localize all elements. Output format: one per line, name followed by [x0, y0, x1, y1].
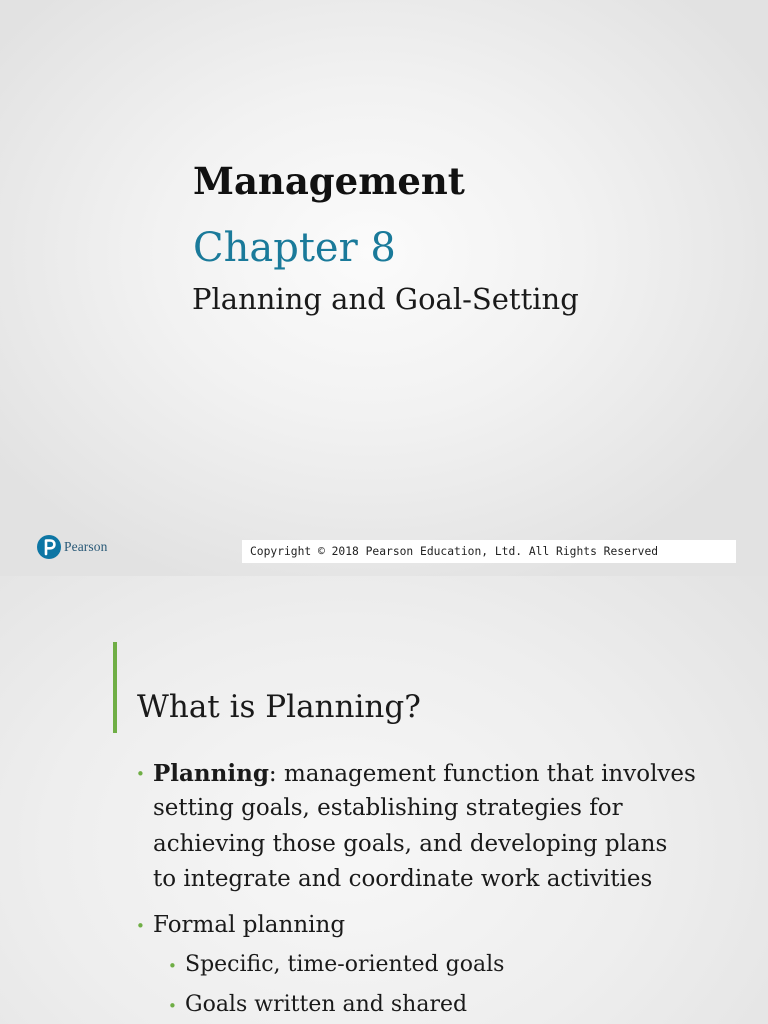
heading-accent-bar [113, 642, 117, 733]
bullet-line: achieving those goals, and developing plans [153, 831, 668, 857]
sub-bullet-text: Specific, time-oriented goals [185, 952, 505, 977]
bullet-continuation-line [153, 826, 667, 862]
bullet-continuation-line [153, 790, 623, 826]
bullet-marker: • [136, 765, 145, 783]
copyright-footer [242, 540, 736, 563]
bullet-marker: • [136, 917, 145, 935]
content-slide [0, 576, 768, 1024]
bullet-line: : management function that involves [268, 761, 696, 787]
chapter-title: Planning and Goal-Setting [192, 282, 579, 316]
bullet-line: to integrate and coordinate work activities [153, 866, 653, 892]
sub-list-item [185, 987, 467, 1023]
bullet-term: Planning [153, 760, 269, 787]
list-item [153, 756, 696, 792]
course-title-block [193, 157, 465, 205]
sub-bullet-marker: • [168, 957, 177, 975]
pearson-wordmark: Pearson [64, 539, 108, 554]
chapter-label: Chapter 8 [193, 225, 396, 271]
course-title: Management [193, 159, 465, 203]
sub-bullet-text: Goals written and shared [185, 992, 468, 1017]
bullet-continuation-line [153, 861, 652, 897]
copyright-text: Copyright © 2018 Pearson Education, Ltd. All Rights Reserved [250, 545, 659, 558]
bullet-text: Formal planning [153, 912, 346, 938]
sub-list-item [185, 947, 504, 983]
bullet-line: setting goals, establishing strategies for [153, 795, 623, 821]
pearson-p-icon [37, 535, 61, 559]
pearson-logo [37, 535, 107, 559]
list-item [153, 907, 345, 943]
sub-bullet-marker: • [168, 997, 177, 1015]
slide-heading: What is Planning? [137, 689, 421, 725]
